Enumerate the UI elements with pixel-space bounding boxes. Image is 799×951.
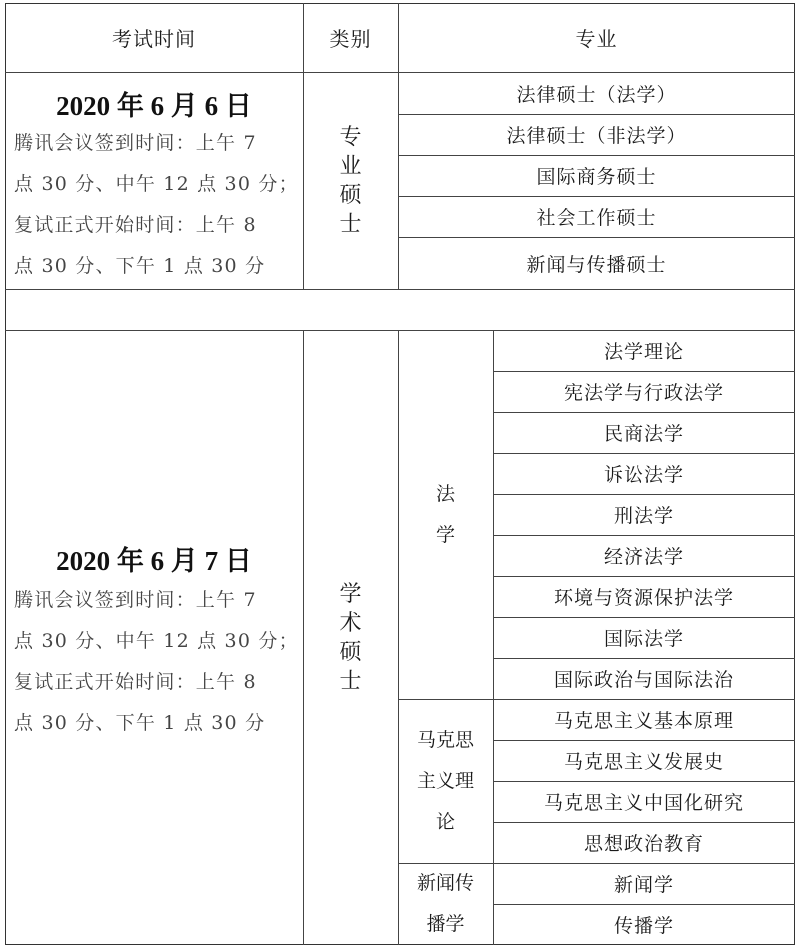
rule-sec1-end xyxy=(5,289,795,290)
major-cell: 马克思主义基本原理 xyxy=(553,710,734,732)
major-cell: 法律硕士（非法学） xyxy=(506,125,687,147)
major-cell: 思想政治教育 xyxy=(583,833,704,855)
date-june-7: 2020 年 6 月 7 日 xyxy=(56,546,252,576)
group-label-law xyxy=(398,330,493,699)
group-label-line: 播学 xyxy=(426,913,465,935)
major-cell: 刑法学 xyxy=(613,505,674,527)
category-professional xyxy=(303,72,398,289)
note-line: 点 30 分、中午 12 点 30 分； xyxy=(14,173,299,195)
note-line: 点 30 分、下午 1 点 30 分 xyxy=(14,712,266,734)
category-char: 士 xyxy=(339,668,362,694)
category-char: 术 xyxy=(339,610,362,636)
major-cell: 国际法学 xyxy=(603,628,684,650)
group-label-line: 新闻传 xyxy=(416,872,474,894)
group-label-marxism xyxy=(398,699,493,863)
major-cell: 国际政治与国际法治 xyxy=(553,669,734,691)
major-cell: 环境与资源保护法学 xyxy=(553,587,734,609)
note-line: 复试正式开始时间：上午 8 xyxy=(14,671,257,693)
major-cell: 马克思主义中国化研究 xyxy=(543,792,744,814)
major-cell: 传播学 xyxy=(613,915,674,937)
major-cell: 民商法学 xyxy=(603,423,684,445)
category-char: 硕 xyxy=(339,639,362,665)
group-label-line: 学 xyxy=(435,523,455,546)
major-cell: 新闻学 xyxy=(613,874,674,896)
header-major: 专业 xyxy=(575,27,618,51)
major-cell: 国际商务硕士 xyxy=(536,166,657,188)
group-label-line: 马克思 xyxy=(416,728,474,751)
note-line: 腾讯会议签到时间：上午 7 xyxy=(14,589,257,611)
group-label-journalism xyxy=(398,863,493,945)
schedule-note-june-6 xyxy=(14,123,299,287)
major-cell: 法律硕士（法学） xyxy=(516,83,677,106)
header-time: 考试时间 xyxy=(112,27,196,51)
note-line: 复试正式开始时间：上午 8 xyxy=(14,214,257,236)
major-cell: 经济法学 xyxy=(603,546,684,568)
schedule-note-june-7 xyxy=(14,580,299,744)
category-char: 专 xyxy=(339,124,362,150)
date-june-6: 2020 年 6 月 6 日 xyxy=(56,91,252,121)
category-char: 学 xyxy=(339,581,362,607)
group-label-line: 法 xyxy=(435,482,455,505)
category-char: 硕 xyxy=(339,182,362,208)
major-cell: 社会工作硕士 xyxy=(536,207,657,229)
major-cell: 法学理论 xyxy=(603,341,684,363)
major-cell: 诉讼法学 xyxy=(603,464,684,486)
major-cell: 宪法学与行政法学 xyxy=(563,382,724,404)
major-cell: 马克思主义发展史 xyxy=(563,751,724,773)
note-line: 点 30 分、中午 12 点 30 分； xyxy=(14,630,299,652)
note-line: 点 30 分、下午 1 点 30 分 xyxy=(14,255,266,277)
major-cell: 新闻与传播硕士 xyxy=(526,253,667,276)
category-char: 士 xyxy=(339,211,362,237)
group-label-line: 主义理 xyxy=(416,769,474,792)
group-label-line: 论 xyxy=(435,810,455,833)
header-category: 类别 xyxy=(329,27,372,51)
category-academic xyxy=(303,330,398,945)
category-char: 业 xyxy=(339,153,362,179)
note-line: 腾讯会议签到时间：上午 7 xyxy=(14,132,257,154)
